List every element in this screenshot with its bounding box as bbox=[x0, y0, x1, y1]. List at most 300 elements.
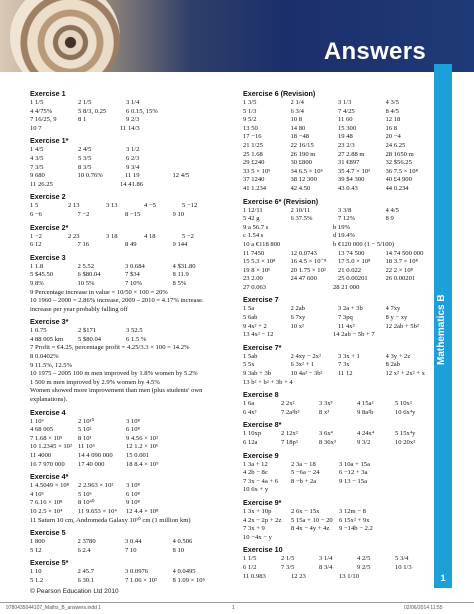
answer-row bbox=[30, 181, 220, 190]
answer-row bbox=[30, 443, 220, 452]
left-column bbox=[30, 86, 220, 588]
answer-row bbox=[30, 508, 220, 517]
exercise-title: Exercise 5* bbox=[30, 558, 69, 568]
answer-cell: 1 800 bbox=[30, 538, 45, 546]
answer-cell: 17 −16 bbox=[243, 133, 262, 141]
answer-cell: 6 37.5% bbox=[290, 215, 313, 223]
answer-row bbox=[30, 233, 220, 242]
answer-cell: 11 7450 bbox=[243, 249, 265, 257]
answer-row bbox=[30, 280, 220, 289]
answer-row bbox=[243, 159, 433, 168]
answer-cell: 24 6.25 bbox=[385, 141, 406, 149]
answer-cell: 1 3x + 10p bbox=[243, 507, 272, 515]
answer-cell: 9 144 bbox=[172, 241, 188, 249]
answer-row bbox=[243, 573, 433, 582]
answer-cell: 38 12 300 bbox=[290, 176, 317, 184]
answer-cell: 2 4/5 bbox=[78, 146, 92, 154]
answer-cell: 8 10⁴⁰ bbox=[78, 499, 95, 507]
answer-cell: 31 €897 bbox=[338, 159, 360, 167]
exercise-section bbox=[243, 197, 433, 293]
answer-row bbox=[30, 116, 220, 125]
answer-cell: 5 3/5 bbox=[78, 154, 92, 162]
answer-row bbox=[243, 564, 433, 573]
answer-cell: 2 2x² bbox=[281, 400, 295, 408]
answer-note: 10 1960 – 2000 = 2.86% increase, 2009 – 2010 = 4.17% increase. bbox=[30, 297, 204, 305]
answer-row bbox=[30, 577, 220, 586]
answer-cell: 7 3x + 9 bbox=[243, 525, 265, 533]
answer-cell: 10 5% bbox=[77, 279, 95, 287]
answer-note: 9 Percentage increase in value = 10/50 × 100 = 20% bbox=[30, 288, 168, 296]
answer-cell: 7 12% bbox=[338, 215, 356, 223]
page-title: Answers bbox=[323, 38, 426, 65]
print-slug bbox=[0, 602, 474, 614]
exercise-section bbox=[30, 223, 220, 250]
answer-row bbox=[243, 314, 433, 323]
exercise-section bbox=[30, 89, 220, 133]
answer-cell: 3 1/3 bbox=[338, 99, 352, 106]
answer-cell: 2 2ab bbox=[290, 305, 305, 313]
answer-row bbox=[243, 241, 433, 250]
answer-note: increase per year probably falling off bbox=[30, 305, 128, 313]
answer-cell: 9 680 bbox=[30, 172, 45, 180]
answer-cell: 23 2/3 bbox=[338, 141, 355, 149]
answer-row bbox=[30, 164, 220, 173]
exercise-title: Exercise 1* bbox=[30, 136, 69, 146]
answer-cell: 18 8.4 × 10⁹ bbox=[126, 460, 159, 468]
answer-row bbox=[30, 491, 220, 500]
answer-cell: 14 74 500 000 bbox=[385, 249, 424, 257]
exercise-section bbox=[243, 498, 433, 542]
answer-cell: 10 2.5 × 10⁴ bbox=[30, 507, 63, 515]
exercise-section bbox=[30, 317, 220, 404]
answer-row bbox=[30, 418, 220, 427]
answer-cell: 6 12 bbox=[30, 241, 42, 249]
answer-row bbox=[243, 361, 433, 370]
answer-cell: 11 4x² bbox=[338, 322, 355, 330]
answer-note: 10 1975 – 2005 100 m men improved by 1.8% women by 5.2% bbox=[30, 370, 198, 378]
exercise-section bbox=[243, 545, 433, 581]
answer-cell: 3 3x³ bbox=[319, 400, 333, 408]
answer-cell: 4 7xy bbox=[385, 305, 401, 313]
answer-cell: 10 8 bbox=[290, 116, 303, 124]
answer-cell: 9 4x² + 2 bbox=[243, 322, 267, 330]
answer-cell: 12 1.2 × 10⁶ bbox=[126, 443, 159, 451]
answer-cell: 8 −b + 2a bbox=[291, 477, 317, 485]
exercise-section bbox=[243, 89, 433, 194]
answer-row bbox=[30, 426, 220, 435]
answer-row bbox=[243, 409, 433, 418]
answer-note: 11 Saturn 10 cm, Andromeda Galaxy 10¹⁰ cm (1 million km) bbox=[30, 516, 191, 524]
answer-cell: 5 10⁶ bbox=[78, 490, 92, 498]
answer-cell: 2 5.52 bbox=[77, 262, 94, 270]
answer-cell: 7 1.06 × 10² bbox=[125, 576, 158, 584]
answer-cell: 7 16/25, 9 bbox=[30, 116, 57, 124]
answer-row bbox=[30, 146, 220, 155]
answer-cell: 4 68 005 bbox=[30, 426, 54, 434]
answer-cell: 4 24x⁴ bbox=[357, 430, 375, 438]
answer-cell: 7 2a²b³ bbox=[281, 408, 300, 416]
answer-cell: 11 10⁵ bbox=[78, 443, 95, 451]
exercise-title: Exercise 6 (Revision) bbox=[243, 89, 316, 98]
answer-cell: 1 4.5049 × 10⁸ bbox=[30, 482, 69, 490]
answer-cell: 7 1.68 × 10⁵ bbox=[30, 434, 63, 442]
answer-cell: 10 6x + y bbox=[243, 486, 269, 494]
answer-row bbox=[30, 499, 220, 508]
answer-cell: 12 0.0743 bbox=[290, 249, 317, 257]
answer-cell: d 19.4% bbox=[333, 232, 355, 240]
answer-cell: 9 3ab + 3b bbox=[243, 370, 272, 378]
answer-cell: 3 1/4 bbox=[319, 555, 333, 563]
answer-cell: 5 1/3 bbox=[243, 107, 257, 115]
answer-cell: 9 5/2 bbox=[243, 116, 257, 124]
answer-cell: 3 13 bbox=[106, 202, 118, 210]
answer-cell: 44 0.234 bbox=[385, 184, 409, 192]
answer-row bbox=[243, 370, 433, 379]
answer-cell: 2 12x² bbox=[281, 430, 298, 438]
answer-row bbox=[30, 271, 220, 280]
answer-cell: 3 2a + 3b bbox=[338, 305, 363, 313]
answer-cell: 14 41.86 bbox=[120, 180, 144, 188]
answer-cell: 5 10x² bbox=[395, 400, 412, 408]
answer-cell: 1 0.75 bbox=[30, 327, 47, 335]
answer-cell: 10 6x⁴y bbox=[395, 408, 416, 416]
answer-cell: 3 1/2 bbox=[126, 146, 140, 154]
exercise-section bbox=[243, 420, 433, 447]
answer-cell: 2 13 bbox=[68, 202, 80, 210]
answer-row bbox=[243, 331, 433, 340]
answer-row bbox=[30, 211, 220, 220]
exercise-title: Exercise 8 bbox=[243, 390, 279, 400]
answer-cell: 2 $171 bbox=[78, 327, 97, 335]
exercise-section bbox=[243, 390, 433, 417]
answer-cell: 8 3/4 bbox=[319, 563, 333, 571]
answer-cell: 1 3/5 bbox=[243, 99, 257, 106]
answer-cell: 10 1/3 bbox=[395, 563, 412, 571]
answer-row bbox=[30, 241, 220, 250]
answer-row bbox=[30, 547, 220, 556]
answer-cell: 9 8% bbox=[30, 279, 44, 287]
answer-cell: 1 10xp bbox=[243, 430, 262, 438]
print-page: 1 bbox=[232, 605, 235, 611]
answer-row bbox=[30, 435, 220, 444]
answer-cell: 4 88 005 km bbox=[30, 335, 64, 343]
answer-cell: 1 1/5 bbox=[30, 99, 44, 106]
answer-row bbox=[243, 555, 433, 564]
answer-cell: 9 2/3 bbox=[126, 116, 140, 124]
answer-cell: 4 3y + 2z bbox=[385, 352, 411, 360]
answer-row bbox=[243, 461, 433, 470]
answer-cell: 5 −12 bbox=[182, 202, 198, 210]
answer-cell: 13 50 bbox=[243, 124, 258, 132]
answer-cell: 3 6x⁴ bbox=[319, 430, 333, 438]
answer-row bbox=[243, 267, 433, 276]
answer-cell: 6 10⁸ bbox=[126, 490, 140, 498]
answer-cell: 1 10 bbox=[30, 568, 42, 576]
answer-cell: 5 1.2 bbox=[30, 576, 44, 584]
answer-cell: 1 −2 bbox=[30, 232, 42, 240]
answer-cell: 3 0.684 bbox=[125, 262, 145, 270]
answer-cell: 19 8 × 10⁶ bbox=[243, 266, 271, 274]
answer-cell: 4 4/75% bbox=[30, 107, 53, 115]
answer-cell: 7 18p² bbox=[281, 439, 298, 446]
exercise-section bbox=[30, 528, 220, 555]
answer-cell: 8 10¹ bbox=[78, 434, 92, 442]
answer-cell: 21 0.022 bbox=[338, 266, 362, 274]
answer-row bbox=[243, 323, 433, 332]
answer-cell: 8 1.09 × 10⁵ bbox=[172, 576, 205, 584]
answer-cell: 8 11.9 bbox=[172, 271, 189, 279]
answer-cell: 34 6.5 × 10⁵ bbox=[290, 167, 323, 175]
answer-cell: 7 6.16 × 10⁸ bbox=[30, 499, 63, 507]
answer-cell: 27 0.063 bbox=[243, 283, 267, 291]
answer-cell: 4 $31.80 bbox=[172, 262, 196, 270]
answer-cell: 4 18 bbox=[144, 232, 156, 240]
answer-cell: 18 −48 bbox=[290, 133, 310, 141]
answer-cell: 1 6a bbox=[243, 400, 255, 408]
exercise-section bbox=[243, 451, 433, 495]
answer-cell: 27 2.88 m bbox=[338, 150, 365, 158]
answer-cell: 9 4.56 × 10² bbox=[126, 434, 159, 442]
answer-cell: 5 5x bbox=[243, 361, 255, 369]
answer-note: 7 Profit = €4.25, percentage profit = 4.25/3.3 × 100 = 14.2% bbox=[30, 344, 190, 352]
answer-cell: 2 23 bbox=[68, 232, 80, 240]
answer-cell: 25 1.68 bbox=[243, 150, 263, 158]
answer-cell: 5 −6a − 24 bbox=[291, 469, 320, 477]
answer-cell: 5 42 g bbox=[243, 215, 260, 223]
answer-cell: 17 5.0 × 10⁸ bbox=[338, 258, 371, 266]
answer-cell: 2 10/11 bbox=[290, 206, 311, 214]
answer-cell: 9 3/2 bbox=[357, 439, 371, 446]
answer-cell: 4 15a² bbox=[357, 400, 374, 408]
exercise-title: Exercise 3 bbox=[30, 252, 66, 262]
answer-cell: 7 10 bbox=[125, 546, 137, 554]
answer-cell: 7 3/5 bbox=[281, 563, 295, 571]
answer-cell: 1 4/5 bbox=[30, 146, 44, 154]
answer-row bbox=[30, 263, 220, 272]
answer-row bbox=[243, 284, 433, 293]
answer-cell: 5 6ab bbox=[243, 314, 258, 322]
answer-cell: 4 0.0495 bbox=[172, 568, 196, 576]
answer-row bbox=[30, 538, 220, 547]
answer-cell: 16 4.5 × 10⁻⁸ bbox=[290, 258, 327, 266]
answer-cell: c 1.54 s bbox=[243, 232, 264, 240]
answer-cell: 8 3/5 bbox=[78, 163, 92, 171]
answer-cell: 12 x² + 2x² + x bbox=[385, 370, 425, 378]
answer-cell: 4 2x − 2p + 2z bbox=[243, 516, 282, 524]
answer-cell: 10 7 bbox=[30, 124, 42, 132]
answer-cell: 6 2/3 bbox=[126, 154, 140, 162]
answer-cell: 12 18 bbox=[385, 116, 401, 124]
answer-cell: 10 a €118 800 bbox=[243, 240, 281, 248]
answer-cell: 22 2 × 10⁸ bbox=[385, 266, 413, 274]
answer-cell: 5 3/4 bbox=[395, 555, 409, 563]
exercise-title: Exercise 7* bbox=[243, 342, 282, 352]
answer-row bbox=[243, 258, 433, 267]
answer-row bbox=[243, 125, 433, 134]
answer-cell: 8 2ab bbox=[385, 361, 400, 369]
answer-row bbox=[243, 250, 433, 259]
answer-cell: 36 7.5 × 10⁸ bbox=[385, 167, 418, 175]
answer-row bbox=[243, 534, 433, 543]
answer-cell: 5 8/3, 0.25 bbox=[78, 107, 107, 115]
answer-cell: 9 3/4 bbox=[126, 163, 140, 171]
answer-cell: 5 12 bbox=[30, 546, 42, 554]
exercise-section bbox=[30, 408, 220, 470]
answer-row bbox=[30, 336, 220, 345]
exercise-title: Exercise 2* bbox=[30, 222, 69, 232]
answer-cell: 6 15x² + 9x bbox=[339, 516, 370, 524]
answer-row bbox=[30, 155, 220, 164]
answer-cell: 4 4/5 bbox=[385, 206, 399, 214]
answer-cell: 3 0.44 bbox=[125, 538, 142, 546]
answer-cell: 2 3a − 18 bbox=[291, 460, 316, 468]
answer-cell: 42 4.50 bbox=[290, 184, 311, 192]
answer-cell: 6 −12 + 3a bbox=[339, 469, 368, 477]
answer-cell: 3 1/4 bbox=[126, 99, 140, 106]
answer-row bbox=[243, 305, 433, 314]
answer-cell: 35 4.7 × 10⁵ bbox=[338, 167, 371, 175]
exercise-section bbox=[30, 253, 220, 315]
answer-note: 1 500 m men improved by 2.9% women by 4.5% bbox=[30, 378, 160, 386]
answer-cell: 8 9 bbox=[385, 215, 394, 223]
answer-cell: 4 10⁵ bbox=[30, 490, 44, 498]
answer-cell: 24 47 600 bbox=[290, 275, 317, 283]
answer-cell: 13 b² + b² + 3b + 4 bbox=[243, 378, 293, 386]
answer-note: 9 11.5%, 12.5% bbox=[30, 361, 73, 369]
answer-cell: 4 3/5 bbox=[385, 99, 399, 106]
answer-cell: 2 10¹⁰ bbox=[78, 417, 95, 425]
answer-note: Women showed more improvement than men (plus students' own explanations). bbox=[30, 387, 203, 404]
answer-cell: 7 10% bbox=[125, 279, 143, 287]
answer-cell: 3 10⁸ bbox=[126, 417, 140, 425]
answer-cell: 8 x³ bbox=[319, 408, 330, 416]
answer-cell: 7 3x bbox=[338, 361, 350, 369]
answer-cell: 10 x² bbox=[290, 322, 305, 330]
answer-cell: 2 1/5 bbox=[281, 555, 295, 563]
answer-cell: 19 48 bbox=[338, 133, 353, 141]
answer-cell: 41 1.234 bbox=[243, 184, 267, 192]
answer-cell: 11 60 bbox=[338, 116, 353, 124]
answer-cell: 25 0.00201 bbox=[338, 275, 368, 283]
exercise-title: Exercise 10 bbox=[243, 545, 283, 555]
answer-cell: 8 10 bbox=[172, 546, 185, 554]
exercise-title: Exercise 8* bbox=[243, 420, 282, 430]
answer-cell: 15 5.3 × 10⁸ bbox=[243, 258, 276, 266]
answer-cell: 8 5% bbox=[172, 279, 187, 287]
print-file: 9780435044107_Maths_B_answers.indd 1 bbox=[6, 605, 102, 611]
answer-cell: 43 0.43 bbox=[338, 184, 358, 192]
answer-cell: b 19% bbox=[333, 223, 351, 231]
answer-cell: 10 1.2345 × 10² bbox=[30, 443, 72, 451]
answer-cell: 9 13 − 15a bbox=[339, 477, 368, 485]
answer-row bbox=[243, 168, 433, 177]
answer-cell: 6 −6 bbox=[30, 210, 42, 218]
exercise-title: Exercise 2 bbox=[30, 192, 66, 202]
answer-row bbox=[243, 224, 433, 233]
answer-cell: 1 5ab bbox=[243, 352, 258, 360]
answer-cell: 7 3x − 4a + 6 bbox=[243, 477, 279, 485]
answer-cell: 13 1/10 bbox=[339, 572, 359, 580]
answer-row bbox=[30, 452, 220, 461]
answer-cell: 9 10 bbox=[172, 210, 185, 218]
answer-cell: 2 6x − 15x bbox=[291, 507, 320, 515]
exercise-section bbox=[30, 472, 220, 525]
answer-row bbox=[243, 215, 433, 224]
answer-cell: 6 30.1 bbox=[77, 576, 94, 584]
answer-row bbox=[30, 202, 220, 211]
answer-cell: 3 0.0976 bbox=[125, 568, 149, 576]
answer-cell: 8 49 bbox=[125, 241, 137, 249]
answer-cell: 6 7xy bbox=[290, 314, 306, 322]
answer-cell: 11 19 bbox=[125, 172, 140, 180]
answer-cell: 11 14/3 bbox=[120, 124, 140, 132]
answer-row bbox=[243, 99, 433, 108]
answer-cell: 14 4 090 000 bbox=[78, 452, 113, 459]
answer-cell: 16 7 970 000 bbox=[30, 460, 65, 468]
answer-cell: 5 −2 bbox=[182, 232, 194, 240]
answer-cell: 1 1.8 bbox=[30, 262, 44, 270]
answer-cell: 6 3/4 bbox=[290, 107, 304, 115]
answer-row bbox=[243, 207, 433, 216]
answer-row bbox=[243, 151, 433, 160]
answer-cell: 9 2/5 bbox=[357, 563, 371, 571]
answer-cell: 8 1 bbox=[78, 116, 87, 124]
answer-cell: 33 5 × 10⁵ bbox=[243, 167, 271, 175]
answer-row bbox=[243, 275, 433, 284]
answer-cell: 6 4x³ bbox=[243, 408, 257, 416]
answer-cell: 29 £240 bbox=[243, 159, 265, 167]
answer-cell: 28 1650 m bbox=[385, 150, 414, 158]
answer-row bbox=[243, 232, 433, 241]
answer-row bbox=[243, 478, 433, 487]
answer-cell: 32 $56.25 bbox=[385, 159, 412, 167]
answer-cell: 10 −4x − y bbox=[243, 533, 272, 541]
answer-cell: 10 0.76% bbox=[77, 172, 103, 180]
answer-cell: 22 16/15 bbox=[290, 141, 314, 149]
exercise-title: Exercise 5 bbox=[30, 528, 66, 538]
answer-cell: 12 2ab + 5b² bbox=[385, 322, 419, 330]
exercise-section bbox=[243, 343, 433, 387]
answer-cell: 30 £800 bbox=[290, 159, 312, 167]
answer-cell: 21 1/25 bbox=[243, 141, 263, 149]
answer-row bbox=[30, 172, 220, 181]
answer-cell: 23 2.00 bbox=[243, 275, 263, 283]
answer-cell: 7 $34 bbox=[125, 271, 140, 279]
answer-cell: 6 10⁸ bbox=[126, 426, 140, 434]
answer-cell: 4 2/5 bbox=[357, 555, 371, 563]
exercise-title: Exercise 4 bbox=[30, 407, 66, 417]
answer-cell: 1 3a + 12 bbox=[243, 460, 268, 468]
answer-row bbox=[243, 176, 433, 185]
exercise-section bbox=[243, 295, 433, 339]
answer-cell: b €120 000 (1 − 5/100) bbox=[333, 240, 395, 248]
answer-cell: 8 y − xy bbox=[385, 314, 408, 322]
answer-cell: 2 2.963 × 10² bbox=[78, 482, 114, 490]
answer-row bbox=[243, 525, 433, 534]
answer-row bbox=[30, 568, 220, 577]
answer-cell: 6 1.5 % bbox=[126, 335, 147, 343]
answer-cell: 8 4x − 4y + 4z bbox=[291, 525, 330, 533]
answer-cell: 13 74 500 bbox=[338, 249, 365, 257]
answer-row bbox=[243, 430, 433, 439]
answer-cell: 9 10⁸ bbox=[126, 499, 140, 507]
shell-image bbox=[10, 0, 120, 72]
exercise-title: Exercise 7 bbox=[243, 295, 279, 305]
answer-cell: 37 1240 bbox=[243, 176, 265, 184]
answer-cell: 20 −4 bbox=[385, 133, 401, 141]
answer-cell: 11 12 bbox=[338, 370, 353, 378]
answer-row bbox=[243, 108, 433, 117]
